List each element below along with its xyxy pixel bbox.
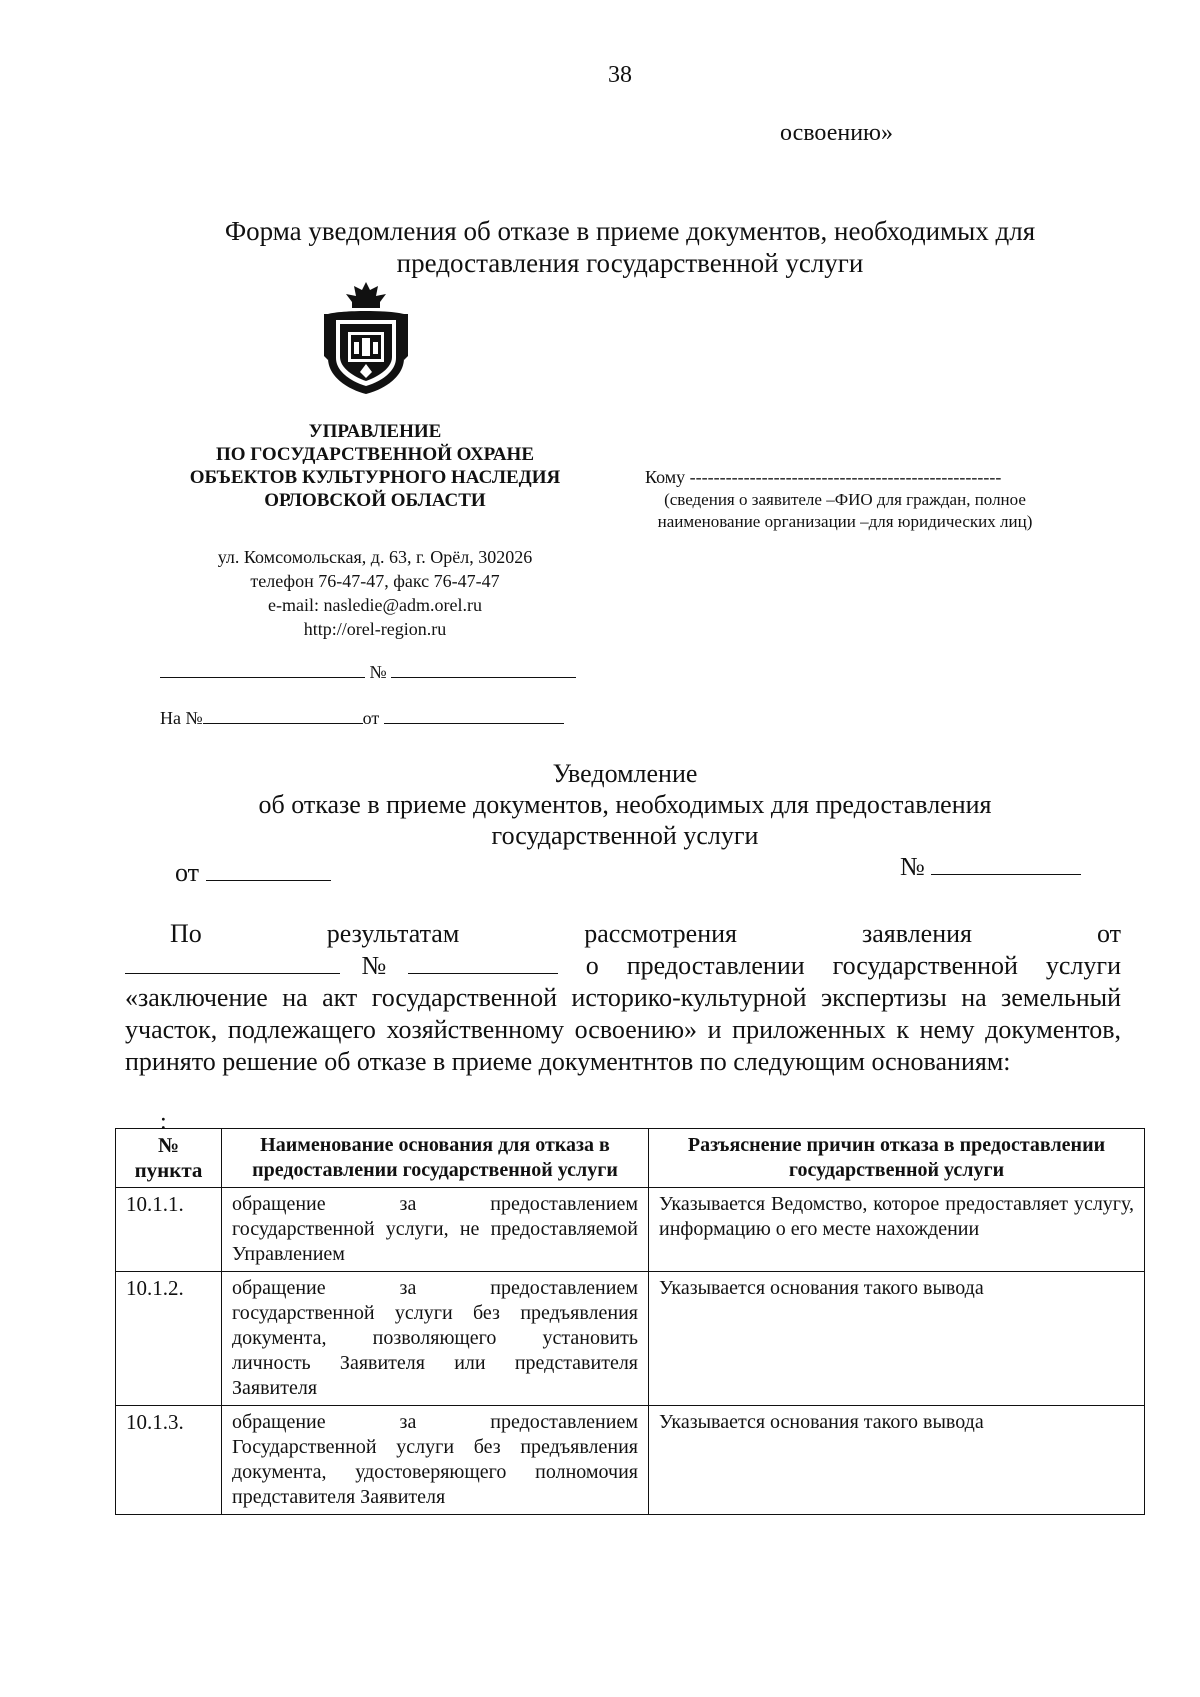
application-date-blank — [125, 973, 340, 974]
recipient-fill-line: ---------------------------------------------------- — [689, 467, 1002, 487]
phone-fax: телефон 76-47-47, факс 76-47-47 — [250, 571, 500, 591]
coat-of-arms-icon — [322, 280, 410, 396]
incoming-date-blank — [384, 723, 564, 724]
notice-date — [175, 858, 331, 888]
outgoing-no-label: № — [369, 662, 387, 682]
recipient-block — [620, 465, 1070, 533]
org-line-4: ОРЛОВСКОЙ ОБЛАСТИ — [264, 490, 486, 511]
form-title-line-1: Форма уведомления об отказе в приеме документов, необходимых для — [224, 216, 1036, 246]
recipient-note-2: наименование организации –для юридических лиц) — [657, 512, 1033, 531]
notice-no-label: № — [900, 852, 925, 881]
row-num: 10.1.3. — [116, 1406, 222, 1515]
body-rest — [125, 950, 1121, 1078]
header-num-line-2: пункта — [134, 1158, 203, 1182]
notice-body — [125, 918, 1121, 1078]
application-number-blank — [408, 973, 558, 974]
outgoing-number-blank — [391, 677, 576, 678]
header-num-line-1: № — [157, 1133, 180, 1157]
recipient-to-line — [620, 465, 1070, 489]
row-explanation: Указывается Ведомство, которое предоставляет услугу, информацию о его месте нахождении — [649, 1188, 1145, 1272]
notice-date-blank — [206, 880, 331, 881]
table-row — [116, 1272, 1145, 1406]
notice-number-blank — [931, 874, 1081, 875]
outgoing-reference — [160, 662, 576, 683]
body-word: от — [1097, 919, 1122, 948]
recipient-note-1: (сведения о заявителе –ФИО для граждан, полное — [664, 490, 1026, 509]
body-word: заявления — [862, 919, 973, 948]
header-num — [116, 1129, 222, 1188]
row-ground-name: обращение за предоставлением государственной услуги без предъявления документа, позволяющего установить личность Заявителя или представителя Заявителя — [222, 1272, 649, 1406]
address: ул. Комсомольская, д. 63, г. Орёл, 302026 — [217, 547, 533, 567]
application-no-label: № — [340, 951, 408, 980]
row-explanation: Указывается основания такого вывода — [649, 1406, 1145, 1515]
email: e-mail: nasledie@adm.orel.ru — [268, 595, 482, 615]
org-line-1: УПРАВЛЕНИЕ — [308, 421, 442, 442]
notice-subtitle-1: об отказе в приеме документов, необходимых для предоставления — [258, 790, 992, 819]
website: http://orel-region.ru — [303, 619, 447, 639]
notice-subtitle-2: государственной услуги — [491, 821, 759, 850]
incoming-date-label: от — [362, 708, 380, 728]
row-explanation: Указывается основания такого вывода — [649, 1272, 1145, 1406]
refusal-grounds-table — [115, 1128, 1145, 1515]
incoming-reference — [160, 708, 564, 729]
body-word: По — [170, 919, 202, 948]
row-num: 10.1.1. — [116, 1188, 222, 1272]
stray-colon: : — [160, 1109, 167, 1135]
body-first-line — [125, 918, 1121, 950]
form-title-line-2: предоставления государственной услуги — [396, 248, 864, 278]
notice-heading — [150, 758, 1100, 851]
recipient-label: Кому — [645, 467, 686, 487]
table-row — [116, 1188, 1145, 1272]
row-num: 10.1.2. — [116, 1272, 222, 1406]
org-line-3: ОБЪЕКТОВ КУЛЬТУРНОГО НАСЛЕДИЯ — [189, 467, 561, 488]
org-line-2: ПО ГОСУДАРСТВЕННОЙ ОХРАНЕ — [215, 444, 535, 465]
previous-page-fragment: освоению» — [780, 120, 893, 146]
body-text: о предоставлении государственной услуги «заключение на акт государственной историко-культурной экспертизы на земельный участок, подлежащего хозяйственному освоению» и приложенных к нему документов, принято решение об отказе в приеме документнтов по следующим основаниям: — [125, 951, 1122, 1076]
incoming-number-blank — [203, 723, 363, 724]
notice-number — [900, 852, 1081, 882]
page-number: 38 — [608, 62, 632, 88]
header-explanation: Разъяснение причин отказа в предоставлении государственной услуги — [649, 1129, 1145, 1188]
outgoing-date-blank — [160, 677, 365, 678]
notice-date-label: от — [175, 858, 200, 887]
organization-contacts — [150, 545, 600, 641]
table-header-row — [116, 1129, 1145, 1188]
incoming-no-label: На № — [160, 708, 203, 728]
form-title — [130, 215, 1130, 279]
organization-name — [150, 420, 600, 512]
body-word: результатам — [326, 919, 460, 948]
row-ground-name: обращение за предоставлением Государственной услуги без предъявления документа, удостоверяющего полномочия представителя Заявителя — [222, 1406, 649, 1515]
row-ground-name: обращение за предоставлением государственной услуги, не предоставляемой Управлением — [222, 1188, 649, 1272]
table-row — [116, 1406, 1145, 1515]
notice-title: Уведомление — [552, 759, 698, 788]
header-ground-name: Наименование основания для отказа в предоставлении государственной услуги — [222, 1129, 649, 1188]
body-word: рассмотрения — [584, 919, 738, 948]
